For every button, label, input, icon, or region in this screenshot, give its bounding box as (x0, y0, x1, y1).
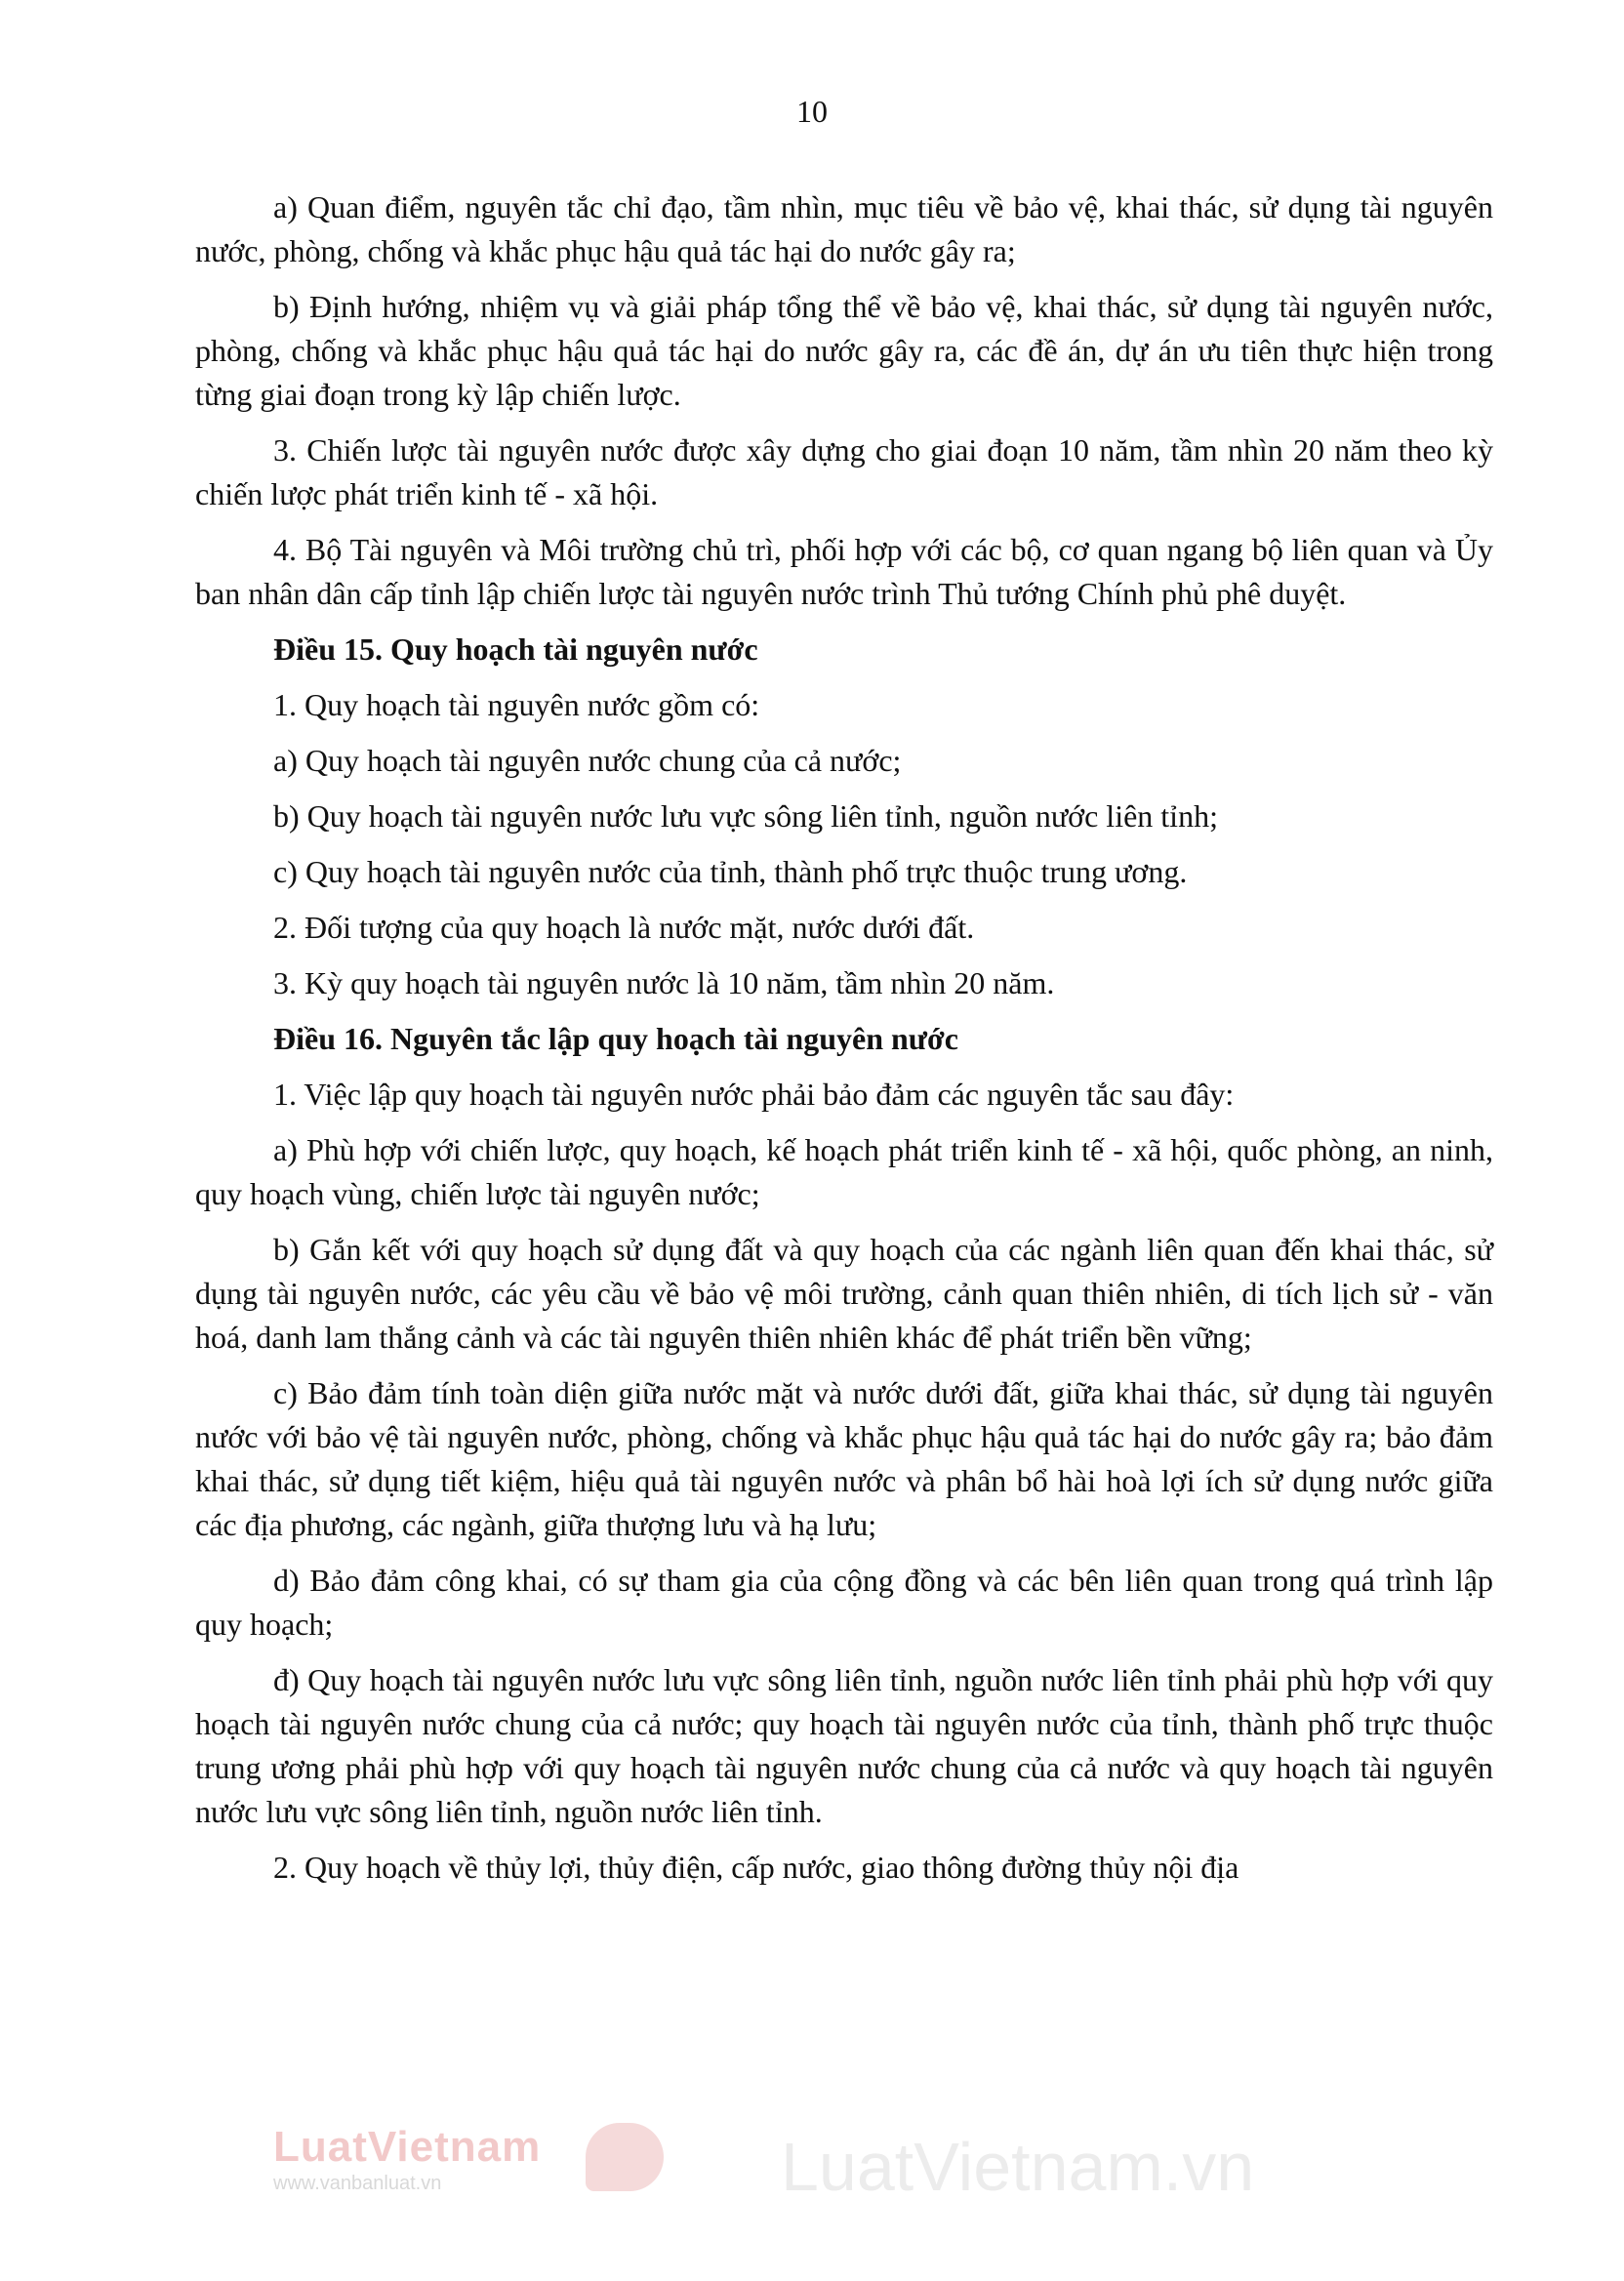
paragraph: 1. Quy hoạch tài nguyên nước gồm có: (273, 687, 760, 722)
article-15-heading: Điều 15. Quy hoạch tài nguyên nước (273, 631, 758, 667)
paragraph: c) Quy hoạch tài nguyên nước của tỉnh, thành phố trực thuộc trung ương. (273, 854, 1188, 889)
paragraph: b) Định hướng, nhiệm vụ và giải pháp tổng thể về bảo vệ, khai thác, sử dụng tài nguyên nước, phòng, chống và khắc phục hậu quả tác hại do nước gây ra, các đề án, dự án ưu tiên thực hiện trong từng giai đoạn trong kỳ lập chiến lược. (195, 289, 1493, 412)
paragraph: 4. Bộ Tài nguyên và Môi trường chủ trì, phối hợp với các bộ, cơ quan ngang bộ liên quan và Ủy ban nhân dân cấp tỉnh lập chiến lược tài nguyên nước trình Thủ tướng Chính phủ phê duyệt. (195, 532, 1493, 611)
paragraph: 2. Quy hoạch về thủy lợi, thủy điện, cấp nước, giao thông đường thủy nội địa (273, 1850, 1239, 1885)
watermark-url: www.vanbanluat.vn (273, 2173, 442, 2194)
watermark-logo (273, 2123, 586, 2195)
paragraph: 3. Kỳ quy hoạch tài nguyên nước là 10 năm, tầm nhìn 20 năm. (273, 965, 1055, 1000)
paragraph: đ) Quy hoạch tài nguyên nước lưu vực sông liên tỉnh, nguồn nước liên tỉnh phải phù hợp với quy hoạch tài nguyên nước chung của cả nước; quy hoạch tài nguyên nước của tỉnh, thành phố trực thuộc trung ương phải phù hợp với quy hoạch tài nguyên nước chung của cả nước và quy hoạch tài nguyên nước lưu vực sông liên tỉnh, nguồn nước liên tỉnh. (195, 1662, 1493, 1829)
paragraph: 2. Đối tượng của quy hoạch là nước mặt, nước dưới đất. (273, 910, 975, 945)
paragraph: a) Quan điểm, nguyên tắc chỉ đạo, tầm nhìn, mục tiêu về bảo vệ, khai thác, sử dụng tài nguyên nước, phòng, chống và khắc phục hậu quả tác hại do nước gây ra; (195, 189, 1493, 268)
paragraph: a) Quy hoạch tài nguyên nước chung của cả nước; (273, 743, 902, 778)
paragraph: b) Gắn kết với quy hoạch sử dụng đất và quy hoạch của các ngành liên quan đến khai thác, sử dụng tài nguyên nước, các yêu cầu về bảo vệ môi trường, cảnh quan thiên nhiên, di tích lịch sử - văn hoá, danh lam thắng cảnh và các tài nguyên thiên nhiên khác để phát triển bền vững; (195, 1232, 1493, 1355)
paragraph: 1. Việc lập quy hoạch tài nguyên nước phải bảo đảm các nguyên tắc sau đây: (273, 1077, 1235, 1112)
paragraph: b) Quy hoạch tài nguyên nước lưu vực sông liên tỉnh, nguồn nước liên tỉnh; (273, 798, 1218, 834)
article-16-heading: Điều 16. Nguyên tắc lập quy hoạch tài nguyên nước (273, 1021, 958, 1056)
watermark-badge-icon (586, 2123, 664, 2191)
paragraph: 3. Chiến lược tài nguyên nước được xây dựng cho giai đoạn 10 năm, tầm nhìn 20 năm theo kỳ chiến lược phát triển kinh tế - xã hội. (195, 432, 1493, 511)
watermark-logo-text: LuatVietnam (273, 2123, 542, 2171)
paragraph: c) Bảo đảm tính toàn diện giữa nước mặt và nước dưới đất, giữa khai thác, sử dụng tài nguyên nước với bảo vệ tài nguyên nước, phòng, chống và khắc phục hậu quả tác hại do nước gây ra; bảo đảm khai thác, sử dụng tiết kiệm, hiệu quả tài nguyên nước và phân bổ hài hoà lợi ích sử dụng nước giữa các địa phương, các ngành, giữa thượng lưu và hạ lưu; (195, 1375, 1493, 1542)
center-watermark: LuatVietnam.vn (781, 2129, 1255, 2205)
paragraph: d) Bảo đảm công khai, có sự tham gia của cộng đồng và các bên liên quan trong quá trình lập quy hoạch; (195, 1563, 1493, 1642)
page-number: 10 (796, 94, 828, 129)
paragraph: a) Phù hợp với chiến lược, quy hoạch, kế hoạch phát triển kinh tế - xã hội, quốc phòng, an ninh, quy hoạch vùng, chiến lược tài nguyên nước; (195, 1132, 1493, 1211)
document-body (195, 185, 1493, 1901)
